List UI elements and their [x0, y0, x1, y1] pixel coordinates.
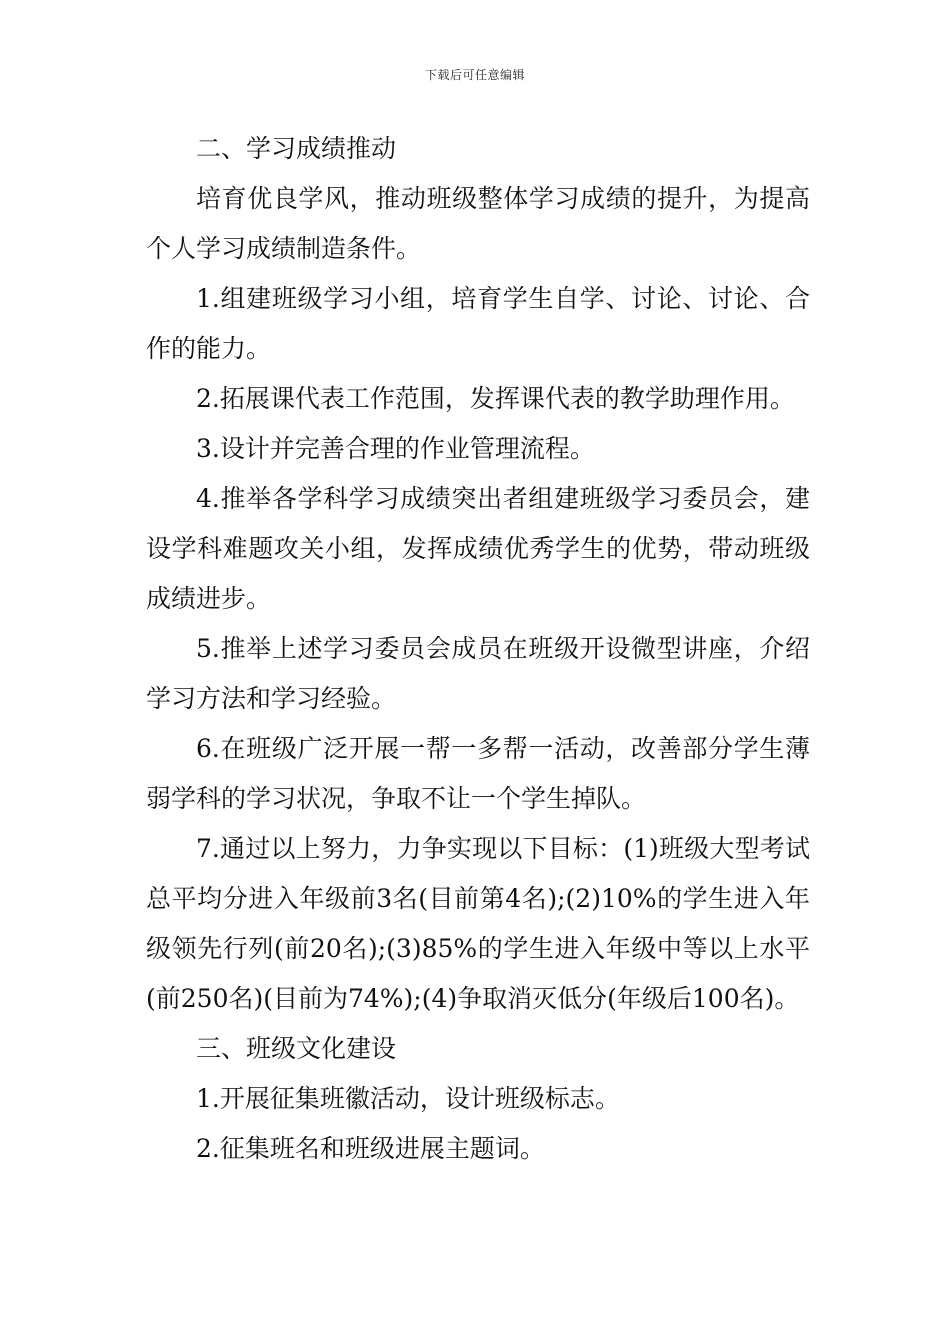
header-note: 下载后可任意编辑 [424, 68, 525, 82]
list-item-2: 2.拓展课代表工作范围，发挥课代表的教学助理作用。 [196, 384, 795, 413]
list-item-1: 1.组建班级学习小组，培育学生自学、讨论、讨论、合作的能力。 [146, 284, 810, 363]
list-item-7: 7.通过以上努力，力争实现以下目标：(1)班级大型考试总平均分进入年级前3名(目前第4名);(2)10%的学生进入年级领先行列(前20名);(3)85%的学生进入年级中等以上水平(前250名)(目前为74%);(4)争取消灭低分(年级后100名)。 [146, 834, 810, 1013]
list-item-4: 4.推举各学科学习成绩突出者组建班级学习委员会，建设学科难题攻关小组，发挥成绩优秀学生的优势，带动班级成绩进步。 [146, 484, 810, 613]
list-item-3: 3.设计并完善合理的作业管理流程。 [196, 434, 595, 463]
intro-paragraph: 培育优良学风，推动班级整体学习成绩的提升，为提高个人学习成绩制造条件。 [146, 184, 810, 263]
list-item-5: 5.推举上述学习委员会成员在班级开设微型讲座，介绍学习方法和学习经验。 [146, 634, 810, 713]
section-heading-3: 三、班级文化建设 [196, 1034, 397, 1063]
culture-item-1: 1.开展征集班徽活动，设计班级标志。 [196, 1084, 620, 1113]
document-body [146, 124, 810, 1174]
list-item-6: 6.在班级广泛开展一帮一多帮一活动，改善部分学生薄弱学科的学习状况，争取不让一个学生掉队。 [146, 734, 810, 813]
section-heading-2: 二、学习成绩推动 [196, 134, 397, 163]
culture-item-2: 2.征集班名和班级进展主题词。 [196, 1134, 545, 1163]
